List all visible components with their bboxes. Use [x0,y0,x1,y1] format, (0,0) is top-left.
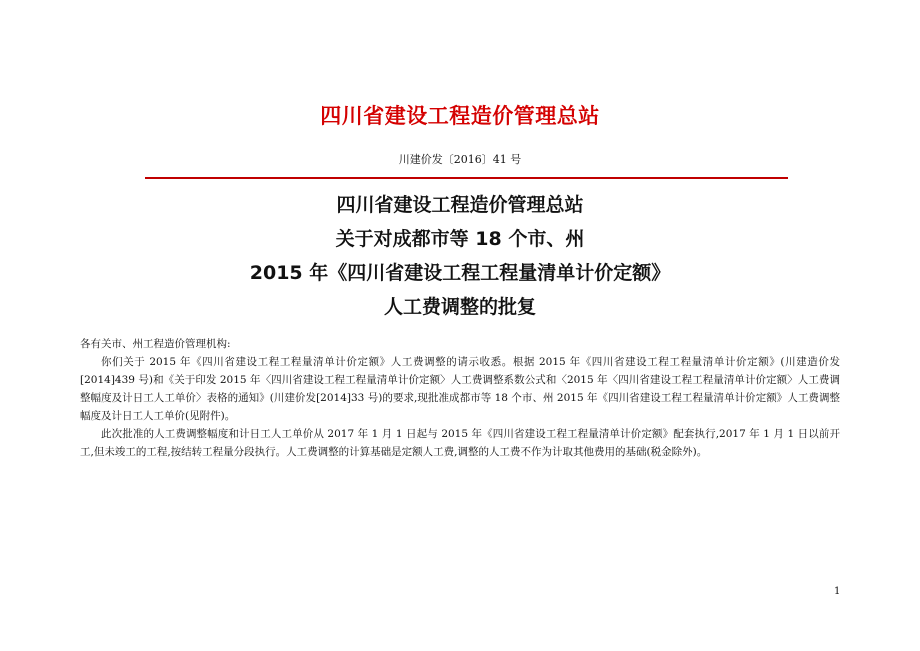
document-body [80,335,840,461]
title-line: 四川省建设工程造价管理总站 [336,194,584,216]
title-line: 2015 年《四川省建设工程工程量清单计价定额》 [249,262,671,284]
page-number: 1 [834,586,841,597]
document-title [0,188,920,324]
document-number: 川建价发〔2016〕41 号 [398,153,522,166]
title-line: 人工费调整的批复 [383,296,536,318]
title-line: 关于对成都市等 18 个市、州 [335,228,585,250]
red-divider-line [145,177,788,179]
body-paragraph: 此次批准的人工费调整幅度和计日工人工单价从 2017 年 1 月 1 日起与 2015 年《四川省建设工程工程量清单计价定额》配套执行,2017 年 1 月 1 日以前开工,但未竣工的工程,按结转工程量分段执行。人工费调整的计算基础是定额人工费,调整的人工费不作为计取其他费用的基础(税金除外)。 [80,428,840,458]
body-paragraph: 你们关于 2015 年《四川省建设工程工程量清单计价定额》人工费调整的请示收悉。根据 2015 年《四川省建设工程工程量清单计价定额》(川建造价发[2014]439 号)和《关于印发 2015 年〈四川省建设工程工程量清单计价定额〉人工费调整系数公式和〈2015 年〈四川省建设工程工程量清单计价定额〉人工费调整幅度及计日工人工单价〉表格的通知》(川建价发[2014]33 号)的要求,现批准成都市等 18 个市、州 2015 年《四川省建设工程工程量清单计价定额》人工费调整幅度及计日工人工单价(见附件)。 [80,356,840,422]
salutation: 各有关市、州工程造价管理机构: [80,338,231,350]
agency-header: 四川省建设工程造价管理总站 [320,103,600,128]
